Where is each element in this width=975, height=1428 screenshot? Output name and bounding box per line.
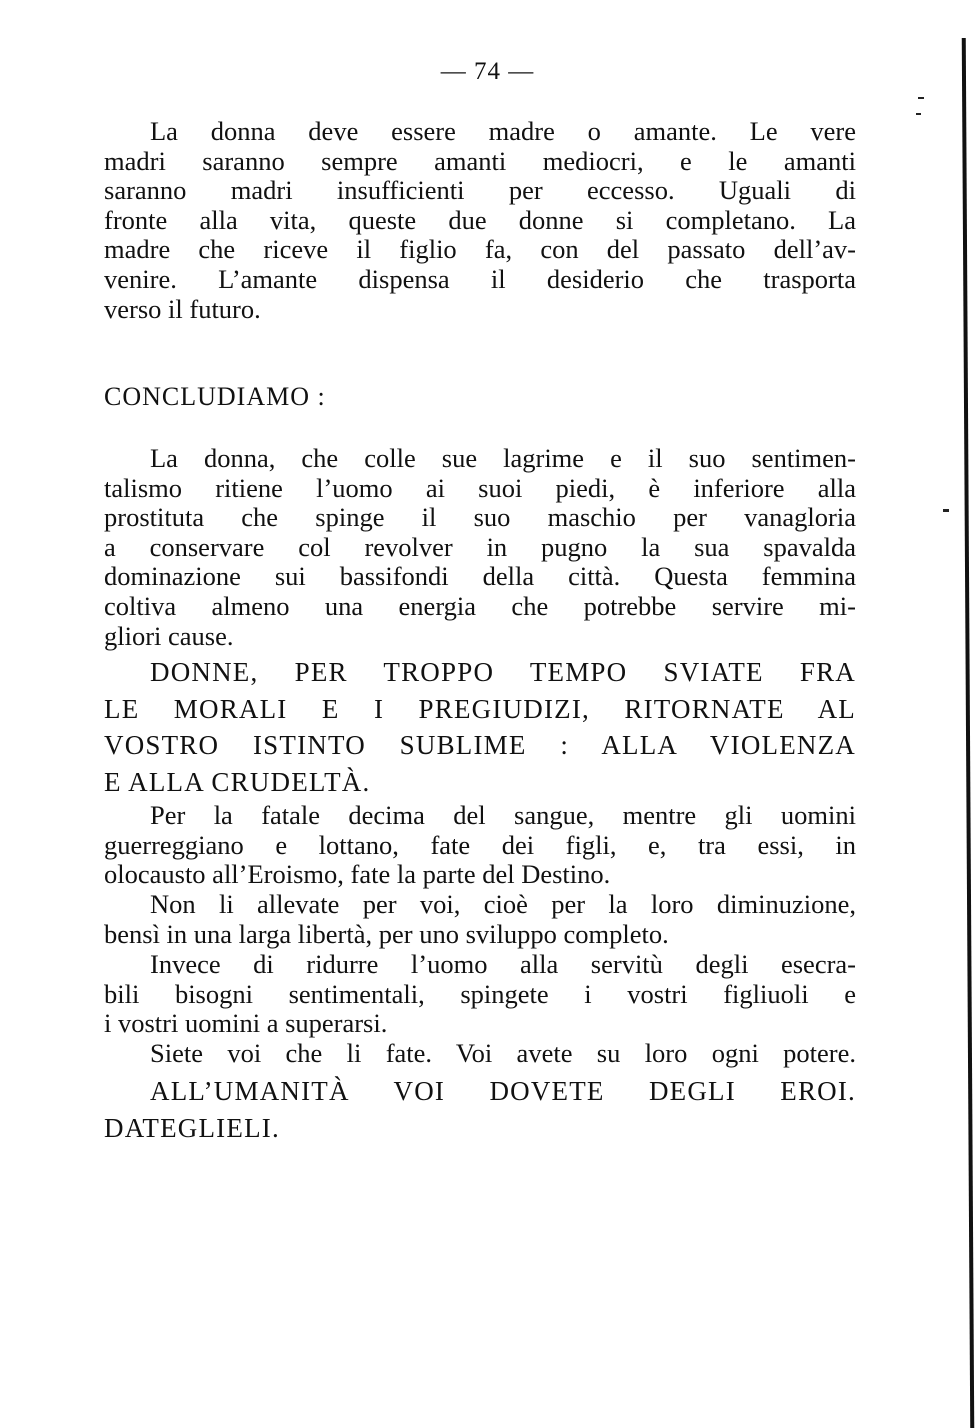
paragraph-3-caps: [104, 654, 856, 800]
text-line: ALL’UMANITÀ VOI DOVETE DEGLI EROI.: [150, 1076, 856, 1106]
page-number: — 74 —: [440, 58, 535, 85]
text-line: VOSTRO ISTINTO SUBLIME : ALLA VIOLENZA: [104, 730, 856, 760]
text-line: Invece di ridurre l’uomo alla servitù degli esecra-: [150, 949, 856, 979]
paragraph-5: [104, 890, 856, 949]
paragraph-8-caps: [104, 1073, 856, 1146]
text-line: dominazione sui bassifondi della città. Questa femmina: [104, 561, 856, 592]
text-line: Siete voi che li fate. Voi avete su loro ogni potere.: [150, 1038, 856, 1068]
scan-speck: [916, 113, 921, 115]
text-line: E ALLA CRUDELTÀ.: [104, 766, 371, 797]
paragraph-2: [104, 444, 856, 651]
paragraph-4: [104, 801, 856, 890]
text-line: La donna, che colle sue lagrime e il suo sentimen-: [150, 443, 856, 473]
text-line: bili bisogni sentimentali, spingete i vostri figliuoli e: [104, 978, 856, 1009]
text-line: Non li allevate per voi, cioè per la loro diminuzione,: [150, 889, 856, 919]
paragraph-1: [104, 117, 856, 324]
text-line: olocausto all’Eroismo, fate la parte del Destino.: [104, 859, 611, 890]
text-line: fronte alla vita, queste due donne si completano. La: [104, 204, 856, 235]
text-line: a conservare col revolver in pugno la sua spavalda: [104, 531, 856, 562]
text-line: talismo ritiene l’uomo ai suoi piedi, è inferiore alla: [104, 472, 856, 503]
text-line: DATEGLIELI.: [104, 1112, 280, 1143]
text-line: saranno madri insufficienti per eccesso. Uguali di: [104, 175, 856, 206]
text-line: coltiva almeno una energia che potrebbe servire mi-: [104, 590, 856, 621]
text-line: prostituta che spinge il suo maschio per vanagloria: [104, 502, 856, 533]
text-line: Per la fatale decima del sangue, mentre gli uomini: [150, 800, 856, 830]
text-line: venire. L’amante dispensa il desiderio che trasporta: [104, 263, 856, 294]
page-edge-shadow: [962, 38, 974, 1428]
paragraph-6: [104, 950, 856, 1039]
text-line: madri saranno sempre amanti mediocri, e le amanti: [104, 145, 856, 176]
text-line: i vostri uomini a superarsi.: [104, 1008, 388, 1039]
text-line: La donna deve essere madre o amante. Le vere: [150, 116, 856, 146]
text-line: madre che riceve il figlio fa, con del passato dell’av-: [104, 234, 856, 265]
text-line: gliori cause.: [104, 620, 234, 651]
scan-speck: [918, 97, 924, 99]
text-line: LE MORALI E I PREGIUDIZI, RITORNATE AL: [104, 693, 856, 724]
text-line: bensì in una larga libertà, per uno sviluppo completo.: [104, 918, 669, 949]
section-heading: CONCLUDIAMO :: [104, 382, 326, 411]
text-line: verso il futuro.: [104, 293, 261, 324]
scan-speck: [943, 509, 949, 512]
text-line: DONNE, PER TROPPO TEMPO SVIATE FRA: [150, 657, 856, 687]
paragraph-7: [104, 1039, 856, 1069]
text-line: guerreggiano e lottano, fate dei figli, e, tra essi, in: [104, 829, 856, 860]
